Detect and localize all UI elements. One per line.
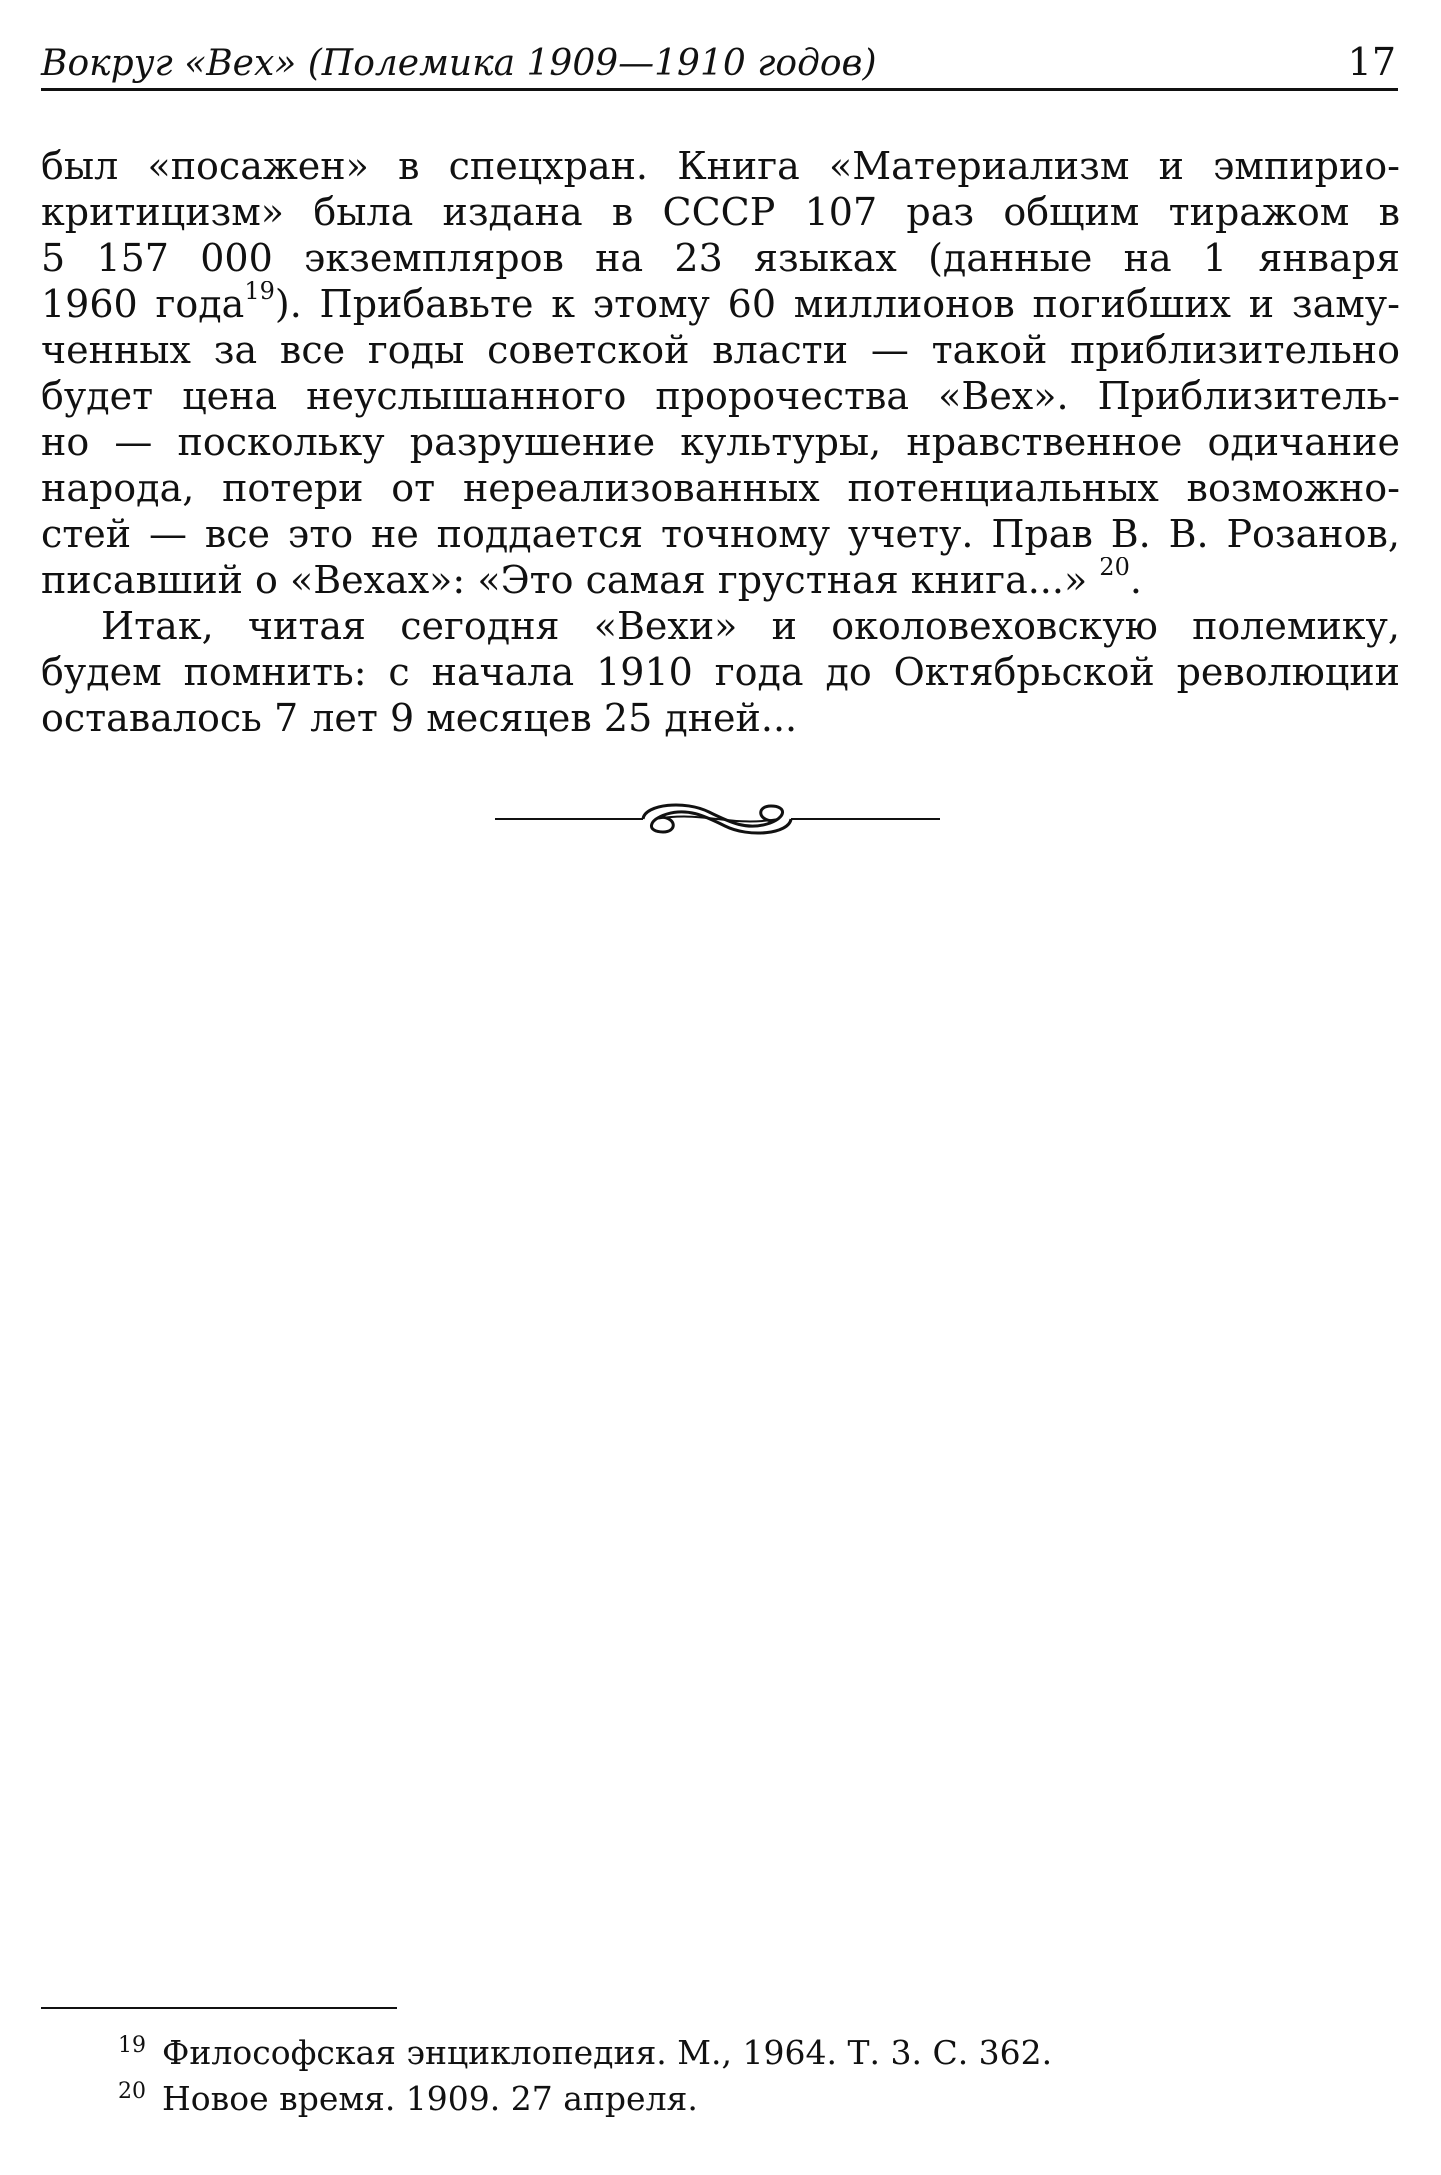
text-line: был «посажен» в спецхран. Книга «Материализм и эмпирио- — [41, 144, 1400, 188]
text-line: Итак, читая сегодня «Вехи» и околовеховскую полемику, — [101, 604, 1400, 648]
footnote-text: Новое время. 1909. 27 апреля. — [162, 2079, 698, 2118]
footnote-mark: 19 — [118, 2033, 146, 2058]
text-line: стей — все это не поддается точному учету. Прав В. В. Розанов, — [41, 512, 1400, 556]
text-fragment: 1960 года — [41, 282, 245, 326]
text-line: но — поскольку разрушение культуры, нравственное одичание — [41, 420, 1400, 464]
text-line: критицизм» была издана в СССР 107 раз общим тиражом в — [41, 190, 1400, 234]
text-line — [41, 281, 1400, 327]
text-line: народа, потери от нереализованных потенциальных возможно- — [41, 466, 1400, 510]
footnote-mark: 20 — [118, 2079, 146, 2104]
text-line: оставалось 7 лет 9 месяцев 25 дней... — [41, 696, 798, 740]
footnote-19 — [118, 2030, 1358, 2076]
text-fragment: писавший о «Вехах»: «Это самая грустная книга...» — [41, 558, 1100, 602]
running-header — [41, 38, 1398, 91]
footnote-ref-20[interactable]: 20 — [1099, 557, 1130, 582]
text-line: будет цена неуслышанного пророчества «Вех». Приблизитель- — [41, 374, 1400, 418]
text-fragment: ). Прибавьте к этому 60 миллионов погибших и заму- — [274, 282, 1400, 326]
text-line: ченных за все годы советской власти — такой приблизительно — [41, 328, 1400, 372]
text-line — [41, 557, 1400, 603]
footnotes — [118, 2030, 1358, 2122]
footnote-separator — [41, 2007, 397, 2009]
main-text — [41, 143, 1400, 741]
text-line: будем помнить: с начала 1910 года до Октябрьской революции — [41, 650, 1400, 694]
footnote-text: Философская энциклопедия. М., 1964. Т. 3. С. 362. — [162, 2033, 1053, 2072]
text-fragment: . — [1129, 558, 1142, 602]
text-line: 5 157 000 экземпляров на 23 языках (данные на 1 января — [41, 236, 1400, 280]
flourish-ornament-icon — [495, 790, 940, 842]
running-title: Вокруг «Вех» (Полемика 1909—1910 годов) — [41, 43, 877, 84]
page-number: 17 — [1347, 40, 1396, 84]
footnote-20 — [118, 2076, 1358, 2122]
footnote-ref-19[interactable]: 19 — [244, 281, 275, 306]
